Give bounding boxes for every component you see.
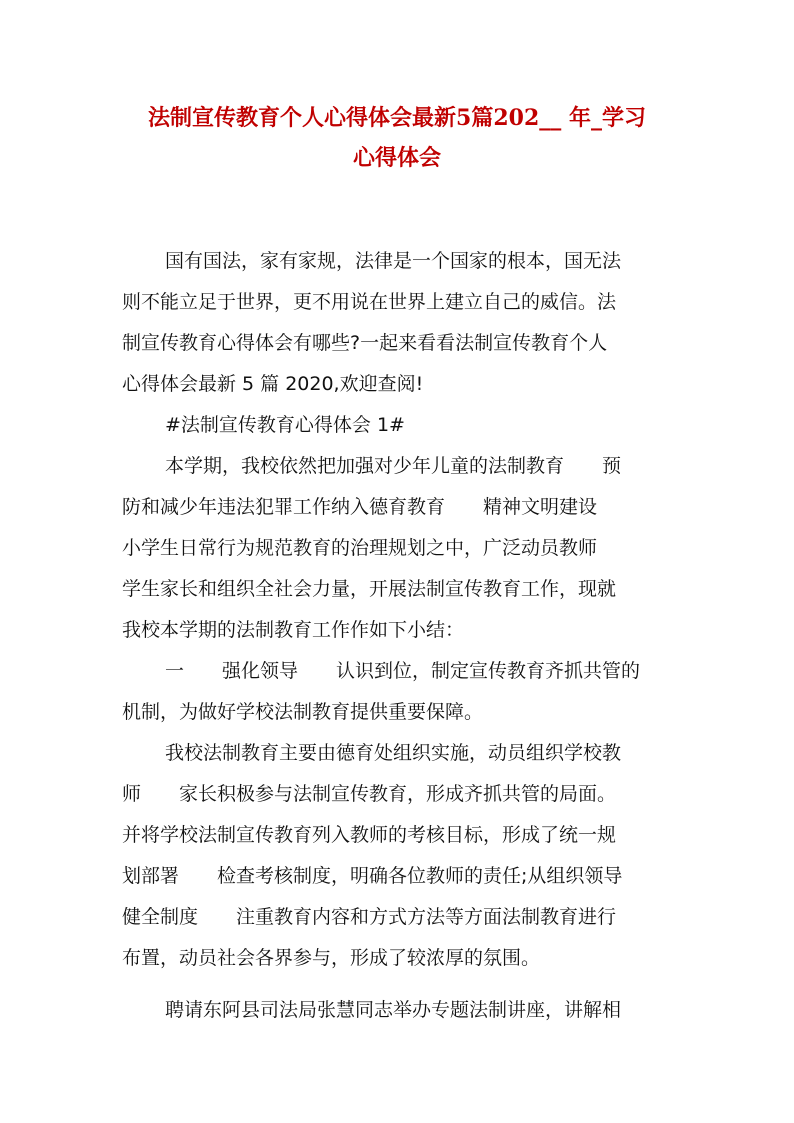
body-line: 机制，为做好学校法制教育提供重要保障。 [122,701,484,723]
body-line: 并将学校法制宣传教育列入教师的考核目标，形成了统一规 [122,824,617,846]
body-line: 防和减少年违法犯罪工作纳入德育教育 精神文明建设 [122,496,598,518]
body-line: 国有国法，家有家规，法律是一个国家的根本，国无法 [165,250,622,272]
body-line: 学生家长和组织全社会力量，开展法制宣传教育工作，现就 [122,578,617,600]
body-line: 师 家长积极参与法制宣传教育，形成齐抓共管的局面。 [122,783,617,805]
body-line: 划部署 检查考核制度，明确各位教师的责任;从组织领导 [122,865,623,887]
body-line: 我校本学期的法制教育工作作如下小结： [122,619,465,641]
body-line: 心得体会最新 5 篇 2020,欢迎查阅! [122,373,424,395]
body-line: 小学生日常行为规范教育的治理规划之中，广泛动员教师 [122,537,598,559]
body-line: 健全制度 注重教育内容和方式方法等方面法制教育进行 [122,906,617,928]
body-line: 则不能立足于世界，更不用说在世界上建立自己的威信。法 [122,291,617,313]
body-line: 布置，动员社会各界参与，形成了较浓厚的氛围。 [122,947,541,969]
body-line: 制宣传教育心得体会有哪些?一起来看看法制宣传教育个人 [122,332,608,354]
section-heading: #法制宣传教育心得体会 1# [165,414,405,436]
document-title-line-2: 心得体会 [352,145,441,171]
body-line: 本学期，我校依然把加强对少年儿童的法制教育 预 [165,455,622,477]
document-title-line-1: 法制宣传教育个人心得体会最新5篇202__ 年_学习 [148,105,646,131]
body-line: 一 强化领导 认识到位，制定宣传教育齐抓共管的 [165,660,641,682]
body-line: 我校法制教育主要由德育处组织实施，动员组织学校教 [165,742,622,764]
body-line: 聘请东阿县司法局张慧同志举办专题法制讲座，讲解相 [165,999,622,1021]
